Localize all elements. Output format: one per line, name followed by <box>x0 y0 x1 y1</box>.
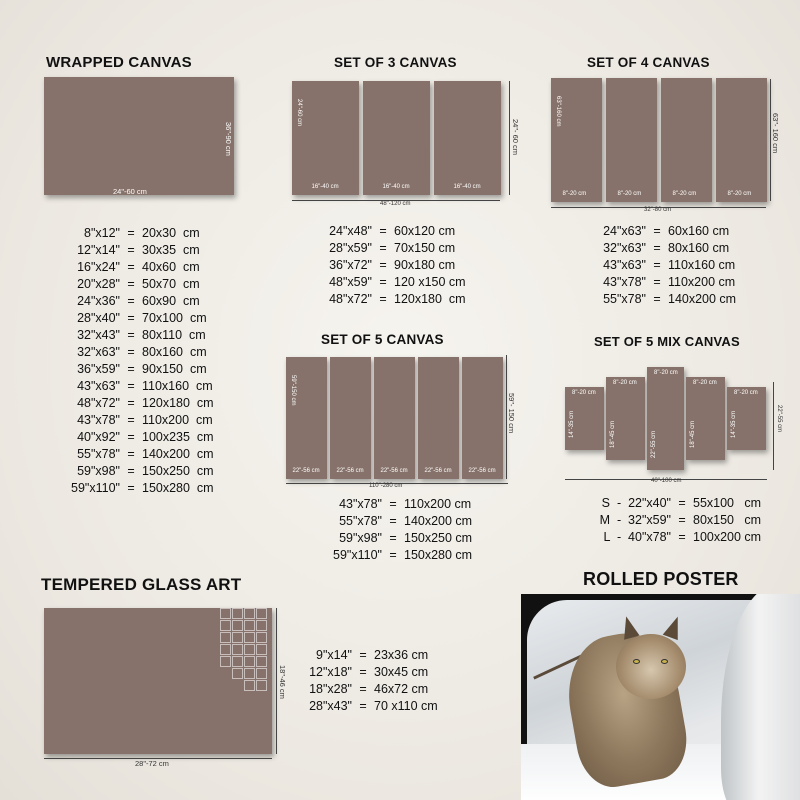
size-row <box>592 274 736 291</box>
size-inches: 20"x28" <box>77 277 120 291</box>
size-cm: 140x200 cm <box>668 292 737 306</box>
size-equals: = <box>653 224 661 238</box>
size-row <box>592 257 736 274</box>
glass-reflection-cell <box>232 668 243 679</box>
size-cm: 80x160 cm <box>668 241 730 255</box>
size-inches: 55"x78" <box>77 447 120 461</box>
lynx-eye <box>633 659 640 664</box>
glass-reflection-cell <box>256 668 267 679</box>
size-cm: 60x160 cm <box>668 224 730 238</box>
size-inches: 48"x59" <box>329 275 372 289</box>
size-equals: = <box>379 241 387 255</box>
size-equals: = <box>127 481 135 495</box>
set3-size-list <box>318 223 466 308</box>
size-inches: 12"x18" <box>309 665 352 679</box>
set5-panel <box>330 357 371 479</box>
size-cm: 90x150 cm <box>142 362 207 376</box>
set3-panel-height-label: 24"-60 cm <box>296 99 302 127</box>
glass-reflection-cell <box>232 620 243 631</box>
set5-height-label: 59"- 150 cm <box>507 393 516 434</box>
size-row <box>318 291 466 308</box>
size-inches: 43"x78" <box>603 275 646 289</box>
size-cm: 150x250 cm <box>142 464 214 478</box>
size-row <box>58 242 214 259</box>
size-equals: = <box>127 464 135 478</box>
size-inches: S - 22"x40" <box>601 496 671 510</box>
size-equals: = <box>127 328 135 342</box>
set5-panel-width-label: 22"-56 cm <box>468 468 496 474</box>
set4-size-list <box>592 223 736 308</box>
size-cm: 100x200 cm <box>693 530 762 544</box>
glass-reflection-cell <box>256 608 267 619</box>
set5-panel-height-label: 59"-150 cm <box>290 375 296 406</box>
size-row <box>58 276 214 293</box>
set5mix-panel-width-label: 8"-20 cm <box>693 380 717 386</box>
set5mix-panel-width-label: 8"-20 cm <box>572 390 596 396</box>
set4-panel <box>606 78 657 202</box>
set5mix-panel-width-label: 8"-20 cm <box>654 370 678 376</box>
size-row <box>318 223 466 240</box>
size-row <box>58 463 214 480</box>
size-cm: 110x160 cm <box>142 379 213 393</box>
size-row <box>318 530 472 547</box>
size-inches: 59"x98" <box>77 464 120 478</box>
set3-height-rule <box>509 81 510 195</box>
size-cm: 120x180 cm <box>394 292 466 306</box>
set5mix-size-list <box>577 495 761 546</box>
size-cm: 70 x110 cm <box>374 699 438 713</box>
set4-panel-width-label: 8"-20 cm <box>562 191 587 197</box>
glass-reflection-cell <box>244 632 255 643</box>
size-cm: 80x160 cm <box>142 345 207 359</box>
size-equals: = <box>653 241 661 255</box>
set4-height-label: 63"- 160 cm <box>771 113 780 154</box>
size-cm: 70x150 cm <box>394 241 456 255</box>
size-row <box>58 293 214 310</box>
size-row <box>306 664 438 681</box>
glass-reflection-cell <box>232 632 243 643</box>
size-cm: 100x235 cm <box>142 430 214 444</box>
size-equals: = <box>127 362 135 376</box>
set4-panel-width-label: 8"-20 cm <box>672 191 697 197</box>
size-inches: 28"x43" <box>309 699 352 713</box>
set3-title: SET OF 3 CANVAS <box>334 55 457 70</box>
glass-reflection-cell <box>244 680 255 691</box>
size-cm: 120x180 cm <box>142 396 214 410</box>
set5-size-list <box>318 496 472 564</box>
set5-panel-width-label: 22"-56 cm <box>424 468 452 474</box>
set5-panel <box>462 357 503 479</box>
size-row <box>58 310 214 327</box>
size-row <box>58 395 214 412</box>
size-cm: 55x100 cm <box>693 496 762 510</box>
poster-image <box>521 594 800 800</box>
size-row <box>58 259 214 276</box>
size-inches: 9"x14" <box>316 648 352 662</box>
size-equals: = <box>678 496 686 510</box>
size-inches: 32"x63" <box>77 345 120 359</box>
size-cm: 60x120 cm <box>394 224 456 238</box>
set5mix-panel-height-label: 14"-35 cm <box>569 410 575 438</box>
size-equals: = <box>127 413 135 427</box>
set5mix-title: SET OF 5 MIX CANVAS <box>594 334 740 349</box>
glass-reflection-cell <box>244 656 255 667</box>
set5-panel <box>418 357 459 479</box>
size-inches: 43"x63" <box>77 379 120 393</box>
size-inches: 59"x110" <box>71 481 120 495</box>
set3-panel-width-label: 16"-40 cm <box>453 184 481 190</box>
glass-title: TEMPERED GLASS ART <box>41 575 242 594</box>
size-cm: 60x90 cm <box>142 294 200 308</box>
size-row <box>58 344 214 361</box>
glass-reflection-cell <box>232 656 243 667</box>
size-equals: = <box>389 548 397 562</box>
size-row <box>318 513 472 530</box>
glass-reflection-cell <box>244 644 255 655</box>
size-inches: M - 32"x59" <box>599 513 671 527</box>
set4-title: SET OF 4 CANVAS <box>587 55 710 70</box>
size-cm: 140x200 cm <box>142 447 214 461</box>
poster-title: ROLLED POSTER <box>583 569 739 589</box>
size-inches: 43"x78" <box>339 497 382 511</box>
size-inches: 55"x78" <box>603 292 646 306</box>
size-cm: 110x200 cm <box>668 275 736 289</box>
size-equals: = <box>127 277 135 291</box>
glass-reflection-cell <box>244 620 255 631</box>
size-row <box>58 412 214 429</box>
set5mix-panel-height-label: 18"-45 cm <box>610 420 616 448</box>
size-equals: = <box>389 497 397 511</box>
set5-panel <box>374 357 415 479</box>
size-equals: = <box>379 224 387 238</box>
wrapped-height-label: 36"-90 cm <box>224 122 233 156</box>
glass-reflection-cell <box>232 644 243 655</box>
size-equals: = <box>389 514 397 528</box>
size-row <box>58 225 214 242</box>
size-row <box>58 378 214 395</box>
size-equals: = <box>379 292 387 306</box>
set5-panel-width-label: 22"-56 cm <box>380 468 408 474</box>
size-inches: 16"x24" <box>77 260 120 274</box>
set3-panel <box>363 81 430 195</box>
size-row <box>318 496 472 513</box>
glass-panel <box>44 608 272 754</box>
size-cm: 150x280 cm <box>142 481 214 495</box>
size-inches: 32"x43" <box>77 328 120 342</box>
set5-total-label: 110"-280 cm <box>369 483 403 489</box>
set3-panel-width-label: 16"-40 cm <box>382 184 410 190</box>
size-cm: 120 x150 cm <box>394 275 466 289</box>
lynx-eye <box>661 659 668 664</box>
size-inches: 8"x12" <box>84 226 120 240</box>
size-row <box>58 429 214 446</box>
size-equals: = <box>678 530 686 544</box>
wrapped-canvas-panel <box>44 77 234 195</box>
size-row <box>318 547 472 564</box>
glass-reflection-cell <box>220 632 231 643</box>
size-cm: 30x45 cm <box>374 665 429 679</box>
size-inches: 43"x78" <box>77 413 120 427</box>
size-cm: 46x72 cm <box>374 682 429 696</box>
size-equals: = <box>127 396 135 410</box>
size-row <box>306 698 438 715</box>
size-equals: = <box>653 258 661 272</box>
size-inches: 36"x72" <box>329 258 372 272</box>
size-cm: 70x100 cm <box>142 311 207 325</box>
size-equals: = <box>127 311 135 325</box>
set3-panel <box>292 81 359 195</box>
set4-panel-width-label: 8"-20 cm <box>617 191 642 197</box>
glass-reflection-cell <box>220 608 231 619</box>
glass-reflection-cell <box>220 656 231 667</box>
size-cm: 150x250 cm <box>404 531 473 545</box>
size-inches: 12"x14" <box>77 243 120 257</box>
size-equals: = <box>127 379 135 393</box>
glass-reflection-cell <box>220 644 231 655</box>
size-cm: 110x160 cm <box>668 258 736 272</box>
size-equals: = <box>127 260 135 274</box>
size-inches: 48"x72" <box>77 396 120 410</box>
size-inches: 48"x72" <box>329 292 372 306</box>
size-cm: 80x110 cm <box>142 328 206 342</box>
glass-size-list <box>306 647 438 715</box>
size-equals: = <box>653 292 661 306</box>
glass-height-label: 18"-46 cm <box>278 665 287 699</box>
glass-reflection-cell <box>244 668 255 679</box>
glass-reflection-cell <box>244 608 255 619</box>
set4-panel-height-label: 63"-160 cm <box>555 96 561 127</box>
size-inches: 59"x98" <box>339 531 382 545</box>
size-inches: 59"x110" <box>333 548 382 562</box>
size-equals: = <box>127 345 135 359</box>
size-cm: 90x180 cm <box>394 258 456 272</box>
size-cm: 150x280 cm <box>404 548 473 562</box>
set5-panel-width-label: 22"-56 cm <box>292 468 320 474</box>
size-row <box>58 446 214 463</box>
size-row <box>58 480 214 497</box>
size-row <box>318 257 466 274</box>
glass-height-rule <box>276 608 277 754</box>
size-cm: 20x30 cm <box>142 226 200 240</box>
size-cm: 30x35 cm <box>142 243 200 257</box>
size-equals: = <box>127 226 135 240</box>
size-equals: = <box>653 275 661 289</box>
set5mix-panel-height-label: 22"-55 cm <box>651 430 657 458</box>
size-equals: = <box>678 513 686 527</box>
size-row <box>592 223 736 240</box>
size-equals: = <box>127 430 135 444</box>
size-equals: = <box>127 447 135 461</box>
size-row <box>318 240 466 257</box>
size-equals: = <box>359 682 367 696</box>
size-row <box>58 327 214 344</box>
wrapped-canvas-title: WRAPPED CANVAS <box>46 54 192 71</box>
size-cm: 80x150 cm <box>693 513 762 527</box>
set5mix-panel-width-label: 8"-20 cm <box>734 390 758 396</box>
size-inches: 32"x63" <box>603 241 646 255</box>
set4-panel <box>716 78 767 202</box>
set4-panel-width-label: 8"-20 cm <box>727 191 752 197</box>
set5-panel-width-label: 22"-56 cm <box>336 468 364 474</box>
size-cm: 140x200 cm <box>404 514 473 528</box>
wrapped-size-list <box>58 225 214 497</box>
size-cm: 110x200 cm <box>142 413 213 427</box>
set5-title: SET OF 5 CANVAS <box>321 332 444 347</box>
glass-reflection-cell <box>232 608 243 619</box>
set3-total-label: 48"-120 cm <box>380 201 411 207</box>
set5mix-total-label: 40"-100 cm <box>651 478 682 484</box>
glass-reflection-cell <box>256 632 267 643</box>
set5mix-panel-height-label: 18"-45 cm <box>690 420 696 448</box>
size-inches: 28"x40" <box>77 311 120 325</box>
size-row <box>58 361 214 378</box>
set3-panel <box>434 81 501 195</box>
set5mix-height-rule <box>773 382 774 470</box>
size-row <box>577 495 761 512</box>
glass-reflection-cell <box>256 620 267 631</box>
size-inches: L - 40"x78" <box>603 530 671 544</box>
size-inches: 40"x92" <box>77 430 120 444</box>
size-equals: = <box>359 665 367 679</box>
set3-height-label: 24"- 60 cm <box>511 119 520 156</box>
size-row <box>306 681 438 698</box>
size-inches: 24"x63" <box>603 224 646 238</box>
set5mix-panel-width-label: 8"-20 cm <box>613 380 637 386</box>
size-equals: = <box>379 275 387 289</box>
size-cm: 110x200 cm <box>404 497 472 511</box>
size-equals: = <box>127 294 135 308</box>
size-row <box>577 512 761 529</box>
glass-reflection-cell <box>256 680 267 691</box>
size-inches: 24"x48" <box>329 224 372 238</box>
size-inches: 28"x59" <box>329 241 372 255</box>
glass-reflection-cell <box>220 620 231 631</box>
set4-total-label: 32"-80 cm <box>644 207 672 213</box>
size-inches: 36"x59" <box>77 362 120 376</box>
size-inches: 55"x78" <box>339 514 382 528</box>
set5mix-height-label: 22"-55 cm <box>776 405 782 433</box>
size-equals: = <box>359 648 367 662</box>
size-equals: = <box>127 243 135 257</box>
lynx-head <box>616 634 686 699</box>
glass-width-label: 28"-72 cm <box>135 759 169 768</box>
size-equals: = <box>389 531 397 545</box>
size-row <box>306 647 438 664</box>
size-equals: = <box>359 699 367 713</box>
size-cm: 23x36 cm <box>374 648 429 662</box>
size-row <box>577 529 761 546</box>
glass-reflection-cell <box>256 656 267 667</box>
wrapped-width-label: 24"-60 cm <box>113 187 147 196</box>
glass-reflection-cell <box>256 644 267 655</box>
size-row <box>318 274 466 291</box>
size-inches: 18"x28" <box>309 682 352 696</box>
size-cm: 50x70 cm <box>142 277 200 291</box>
size-equals: = <box>379 258 387 272</box>
size-row <box>592 240 736 257</box>
set5mix-panel-height-label: 14"-35 cm <box>731 410 737 438</box>
size-inches: 24"x36" <box>77 294 120 308</box>
size-row <box>592 291 736 308</box>
set4-panel <box>661 78 712 202</box>
size-inches: 43"x63" <box>603 258 646 272</box>
set3-panel-width-label: 16"-40 cm <box>311 184 339 190</box>
size-cm: 40x60 cm <box>142 260 200 274</box>
